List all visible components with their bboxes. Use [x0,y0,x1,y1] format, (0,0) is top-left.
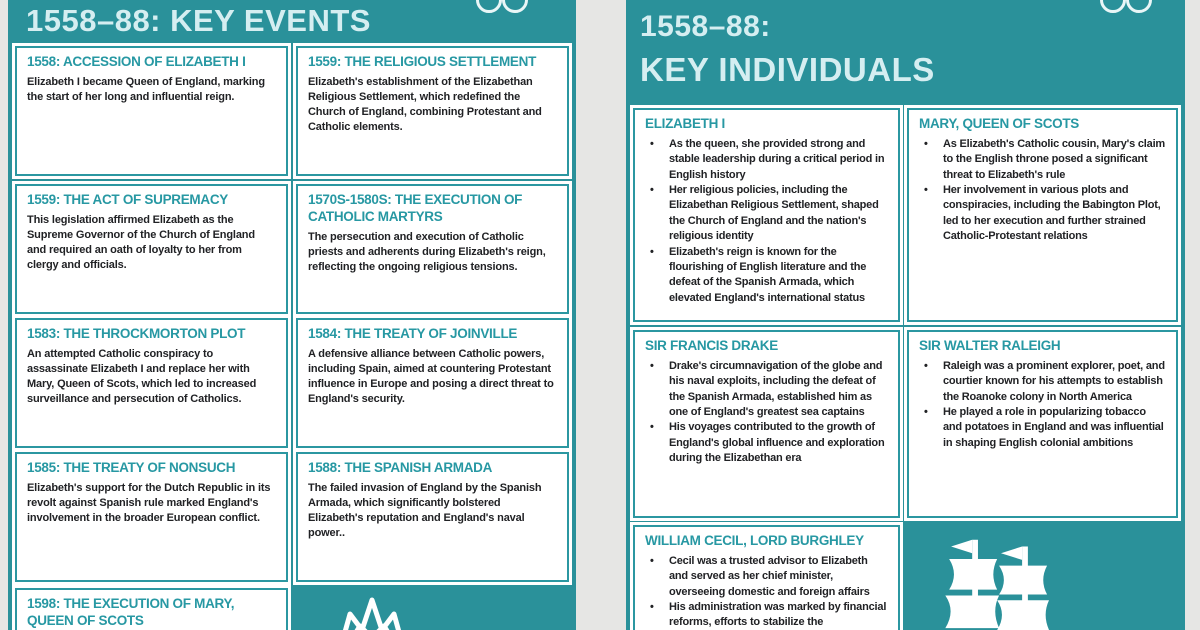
page-title-events: 1558–88: KEY EVENTS [26,3,371,38]
bullet-item: • He played a role in popularizing tobacco and potatoes in England and was influential in shaping English colonial ambitions [919,405,1166,451]
event-card-1559-act-of-supremacy [15,184,288,314]
event-card-1598-execution-of-mary [15,588,288,630]
event-card-title: 1559: THE RELIGIOUS SETTLEMENT [308,54,537,69]
bullet-icon: • [650,137,654,150]
event-card-title: 1558: ACCESSION OF ELIZABETH I [27,54,246,69]
person-card-title: MARY, QUEEN OF SCOTS [919,116,1080,131]
bullet-icon: • [650,245,654,258]
event-card-title: 1588: THE SPANISH ARMADA [308,460,493,475]
person-card-title: WILLIAM CECIL, LORD BURGHLEY [645,533,864,548]
bullet-icon: • [650,554,654,567]
person-card-sir-francis-drake [633,330,900,518]
event-card-1588-spanish-armada [296,452,569,582]
bullet-icon: • [650,601,654,614]
bullet-item: • Raleigh was a prominent explorer, poet, and courtier known for his attempts to establish the Roanoke colony in North America [919,359,1166,405]
event-card-title: 1598: THE EXECUTION OF MARY, QUEEN OF SCOTS [27,596,235,628]
event-card-title: 1585: THE TREATY OF NONSUCH [27,460,236,475]
bullet-icon: • [650,184,654,197]
event-card-1559-religious-settlement [296,46,569,176]
person-card-william-cecil [633,525,900,630]
bullet-item: • As the queen, she provided strong and stable leadership during a critical period in English history [645,137,888,183]
event-card-title: 1570S-1580S: THE EXECUTION OF CATHOLIC MARTYRS [308,192,523,224]
event-card-execution-catholic-martyrs [296,184,569,314]
bullet-item: • His administration was marked by financial reforms, efforts to stabilize the [645,600,888,630]
event-card-body: An attempted Catholic conspiracy to assassinate Elizabeth I and replace her with Mary, Queen of Scots, which led to increased surveillance and persecution of Catholics. [27,347,257,406]
event-card-body: Elizabeth's support for the Dutch Republic in its revolt against Spanish rule marked England's involvement in the broader European conflict. [27,481,271,525]
event-card-body: The persecution and execution of Catholic priests and adherents during Elizabeth's reign, reflecting the ongoing religious tensions. [308,230,546,274]
key-events-panel [8,0,576,630]
circle-decoration-icon [1100,0,1126,13]
event-card-body: This legislation affirmed Elizabeth as the Supreme Governor of the Church of England and required an oath of loyalty to her from clergy and officials. [27,213,255,272]
key-individuals-panel [626,0,1185,630]
event-card-1584-treaty-of-joinville [296,318,569,448]
person-card-sir-walter-raleigh [907,330,1178,518]
event-card-title: 1584: THE TREATY OF JOINVILLE [308,326,518,341]
page-title-individuals-years: 1558–88: [640,10,771,43]
event-card-title: 1583: THE THROCKMORTON PLOT [27,326,246,341]
bullet-icon: • [924,184,928,197]
ship-icon [931,534,1071,630]
bullet-item: • Her involvement in various plots and conspiracies, including the Babington Plot, led to her execution and further strained Catholic-Protestant relations [919,183,1166,245]
circle-decoration-icon [502,0,528,13]
bullet-icon: • [650,359,654,372]
person-card-title: SIR WALTER RALEIGH [919,338,1061,353]
bullet-item: • Cecil was a trusted advisor to Elizabeth and served as her chief minister, overseeing domestic and foreign affairs [645,554,888,600]
circle-decoration-icon [476,0,502,13]
bullet-item: • Elizabeth's reign is known for the flourishing of English literature and the defeat of the Spanish Armada, which elevated England's international status [645,245,888,307]
event-card-1558-accession [15,46,288,176]
bullet-icon: • [924,359,928,372]
circle-decoration-icon [1126,0,1152,13]
bullet-icon: • [924,137,928,150]
person-card-mary-queen-of-scots [907,108,1178,322]
bullet-icon: • [924,406,928,419]
person-card-title: ELIZABETH I [645,116,725,131]
event-card-title: 1559: THE ACT OF SUPREMACY [27,192,228,207]
bullet-item: • Drake's circumnavigation of the globe and his naval exploits, including the defeat of the Spanish Armada, established him as one of England's greatest sea captains [645,359,888,421]
bullet-icon: • [650,421,654,434]
event-card-body: Elizabeth's establishment of the Elizabethan Religious Settlement, which redefined the Church of England, combining Protestant and Catholic elements. [308,75,542,134]
person-card-title: SIR FRANCIS DRAKE [645,338,778,353]
bullet-item: • Her religious policies, including the Elizabethan Religious Settlement, shaped the Church of England and the nation's religious identity [645,183,888,245]
event-card-1583-throckmorton-plot [15,318,288,448]
page-title-individuals: KEY INDIVIDUALS [640,51,935,88]
event-card-body: A defensive alliance between Catholic powers, including Spain, aimed at countering Protestant influence in Europe and posing a direct threat to England's security. [308,347,554,406]
event-card-body: The failed invasion of England by the Spanish Armada, which significantly bolstered Elizabeth's reputation and England's naval power.. [308,481,542,540]
crown-icon [320,592,424,630]
bullet-item: • His voyages contributed to the growth of England's global influence and exploration during the Elizabethan era [645,420,888,466]
bullet-item: • As Elizabeth's Catholic cousin, Mary's claim to the English throne posed a significant threat to Elizabeth's rule [919,137,1166,183]
event-card-1585-treaty-of-nonsuch [15,452,288,582]
person-card-elizabeth-i [633,108,900,322]
event-card-body: Elizabeth I became Queen of England, marking the start of her long and influential reign. [27,75,265,104]
